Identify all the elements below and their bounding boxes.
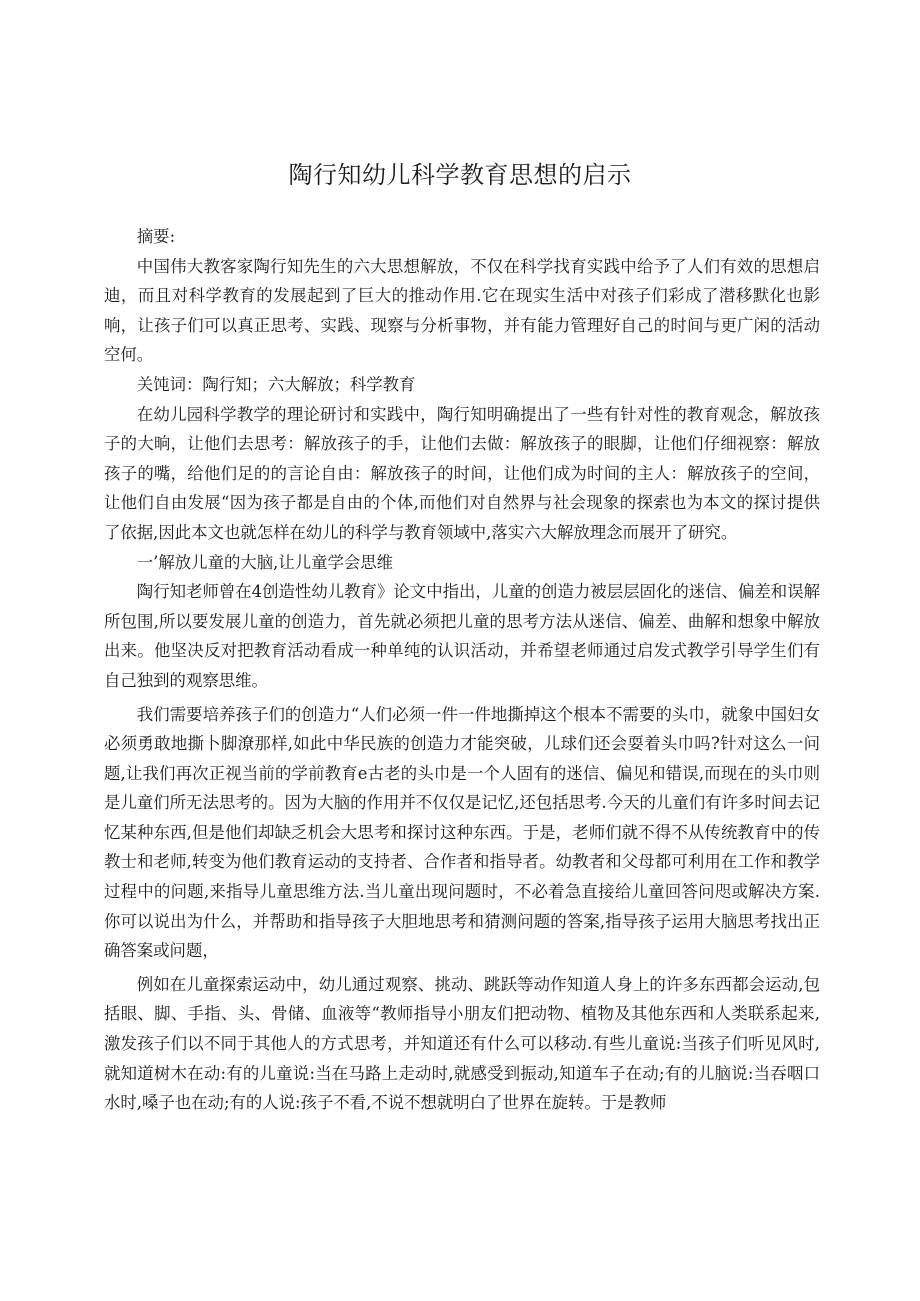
document-body [104, 222, 820, 1118]
document-title: 陶行知幼儿科学教育思想的启示 [288, 161, 632, 189]
body-paragraph: 我们需要培养孩子们的创造力“人们必须一件一件地撕掉这个根本不需要的头巾，就象中国妇女必须勇敢地撕卜脚潦那样,如此中华民族的创造力才能突破，儿球们还会耍着头巾吗?针对这么一问题,让我们再次正视当前的学前教育e古老的头巾是一个人固有的迷信、偏见和错误,而现在的头巾则是儿童们所无法思考的。因为大脑的作用并不仅仅是记忆,还包括思考.今天的儿童们有许多时间去记忆某种东西,但是他们却缺乏机会大思考和探讨这种东西。于是，老师们就不得不从传统教育中的传教士和老师,转变为他们教育运动的支持者、合作者和指导者。幼教者和父母都可利用在工作和教学过程中的问题,来指导儿童思维方法.当儿童出现问题时，不必着急直接给儿童回答问咫或解决方案.你可以说出为什么，并帮助和指导孩子大胆地思考和猜测问题的答案,指导孩子运用大脑思考找出正确答案或问题， [104, 704, 820, 961]
section-heading: 一’解放儿童的大脑,让儿童学会思维 [136, 552, 394, 572]
body-paragraph: 例如在儿童探索运动中，幼儿通过观察、挑动、跳跃等动作知道人身上的许多东西都会运动,包括眼、脚、手指、头、骨储、血液等“教师指导小朋友们把动物、植物及其他东西和人类联系起来,激发孩子们以不同于其他人的方式思考，并知道还有什么可以移动.有些儿童说:当孩子们听见风时,就知道树木在动:有的儿童说:当在马路上走动时,就感受到振动,知道车子在动;有的儿脑说:当吞咽口水时,嗓子也在动;有的人说:孩子不看,不说不想就明白了世界在旋转。于是教师 [104, 974, 820, 1113]
body-paragraph: 陶行知老师曾在4创造性幼儿教育》论文中指出，儿童的创造力被层层固化的迷信、偏差和误解所包围,所以要发展儿童的创造力，首先就必须把儿童的思考方法从迷信、偏差、曲解和想象中解放出来。他坚决反对把教育活动看成一种单纯的认识活动，并希望老师通过启发式教学引导学生们有自己独到的观察思维。 [104, 582, 820, 690]
abstract-paragraph: 中国伟大教客家陶行知先生的六大思想解放，不仅在科学找育实践中给予了人们有效的思想启迪，而且对科学教育的发展起到了巨大的推动作用.它在现实生活中对孩子们彩成了潜移默化也影响，让孩子们可以真正思考、实践、现察与分析事物，并有能力管理好自己的时间与更广闲的活动空何。 [104, 256, 820, 365]
intro-paragraph: 在幼儿园科学教学的理论研讨和实践中，陶行知明确提出了一些有针对性的教育观念，解放孩子的大晌，让他们去思考：解放孩子的手，让他们去做：解放孩子的眼脚，让他们仔细视察：解放孩子的嘴，给他们足的的言论自由：解放孩子的时间，让他们成为时间的主人：解放孩子的空间，让他们自由发展“因为孩子都是自由的个体,而他们对自然界与社会现象的探索也为本文的探讨提供了依据,因此本文也就怎样在幼儿的科学与教育领域中,落实六大解放理念而展开了研究。 [104, 404, 820, 542]
abstract-label: 摘要: [136, 227, 176, 246]
keywords-line: 关饨词：陶行知；六大解放；科学教育 [136, 374, 416, 394]
